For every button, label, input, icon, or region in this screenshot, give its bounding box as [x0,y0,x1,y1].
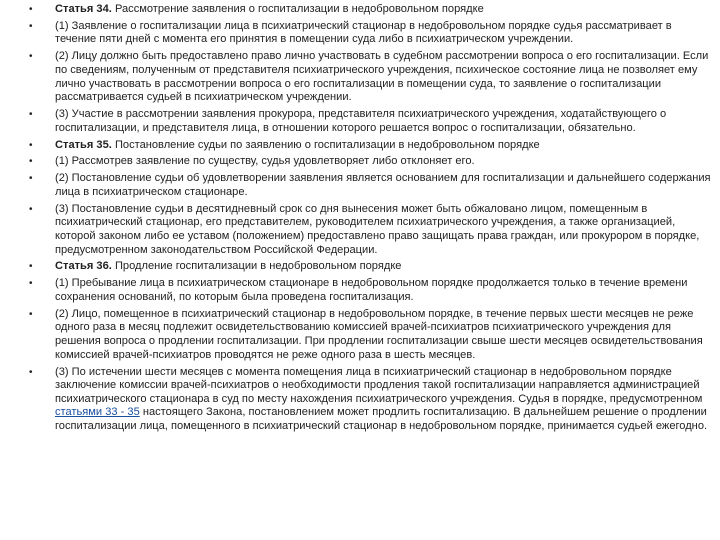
paragraph-text-before-link: (3) По истечении шести месяцев с момента помещения лица в психиатрический стационар в недобровольном порядке заключение комиссии врачей-психиатров о необходимости продления такой госпитализации направляется администрацией психиатрического стационара в суд по месту нахождения психиатрического учреждения. Судья в порядке, предусмотренном [55,365,703,405]
article-number: Статья 36. [55,260,112,273]
article-list [0,3,714,433]
paragraph-text-after-link: настоящего Закона, постановлением может продлить госпитализацию. В дальнейшем решение о продлении госпитализации лица, помещенного в психиатрический стационар в недобровольном порядке, принимается судьей ежегодно. [55,406,708,432]
paragraph-text: (1) Рассмотрев заявление по существу, судья удовлетворяет либо отклоняет его. [55,155,475,168]
paragraph-text: (2) Лицу должно быть предоставлено право лично участвовать в судебном рассмотрении вопроса о его госпитализации. Если по сведениям, полученным от представителя психиатрического учреждения, психическое состояние лица не позволяет ему лично участвовать в рассмотрении вопроса о его госпитализации в помещении суда, то заявление о госпитализации рассматривается судьей в психиатрическом учреждении. [55,50,709,104]
bullet-icon: • [29,366,33,378]
article-36-heading [0,260,714,274]
paragraph-text: (2) Постановление судьи об удовлетворении заявления является основанием для госпитализации и дальнейшего содержания лица в психиатрическом стационаре. [55,172,711,198]
articles-33-35-link[interactable]: статьями 33 - 35 [55,406,140,419]
list-item [0,203,714,257]
article-34-heading [0,3,714,17]
article-heading-text: Продление госпитализации в недобровольном порядке [111,260,402,273]
article-35-heading [0,139,714,153]
bullet-icon: • [29,203,33,215]
bullet-icon: • [29,109,33,121]
list-item [0,50,714,104]
article-number: Статья 35. [55,138,112,151]
list-item [0,172,714,199]
bullet-icon: • [29,261,33,273]
list-item [0,20,714,47]
bullet-icon: • [29,173,33,185]
article-heading-text: Постановление судьи по заявлению о госпитализации в недобровольном порядке [111,138,540,151]
list-item [0,308,714,362]
paragraph-text: (1) Заявление о госпитализации лица в психиатрический стационар в недобровольном порядке судья рассматривает в течение пяти дней с момента его принятия в помещении суда либо в психиатрическом учреждении. [55,19,672,46]
bullet-icon: • [29,51,33,63]
list-item [0,108,714,135]
list-item [0,277,714,304]
bullet-icon: • [29,308,33,320]
bullet-icon: • [29,4,33,15]
paragraph-text: (3) Участие в рассмотрении заявления прокурора, представителя психиатрического учреждения, ходатайствующего о госпитализации, и представителя лица, в отношении которого решается вопрос о госпитализации, обязательно. [55,108,667,134]
bullet-icon: • [29,20,33,32]
list-item [0,155,714,169]
article-number: Статья 34. [55,3,112,15]
bullet-icon: • [29,278,33,290]
paragraph-text: (3) Постановление судьи в десятидневный срок со дня вынесения может быть обжаловано лицом, помещенным в психиатрический стационар, его представителем, руководителем психиатрического учреждения, а также организацией, которой законом либо ее уставом (положением) предоставлено право защищать права граждан, или прокурором в порядке, предусмотренном законодательством Российской Федерации. [55,202,700,256]
paragraph-text: (1) Пребывание лица в психиатрическом стационаре в недобровольном порядке продолжается только в течение времени сохранения оснований, по которым была проведена госпитализация. [55,277,688,303]
article-heading-text: Рассмотрение заявления о госпитализации в недобровольном порядке [111,3,484,15]
bullet-icon: • [29,139,33,151]
list-item [0,366,714,434]
paragraph-text: (2) Лицо, помещенное в психиатрический стационар в недобровольном порядке, в течение первых шести месяцев не реже одного раза в месяц подлежит освидетельствованию комиссией врачей-психиатров психиатрического учреждения для решения вопроса о продлении госпитализации. При продлении госпитализации свыше шести месяцев освидетельствования комиссией врачей-психиатров проводятся не реже одного раза в шесть месяцев. [55,307,703,361]
bullet-icon: • [29,156,33,168]
